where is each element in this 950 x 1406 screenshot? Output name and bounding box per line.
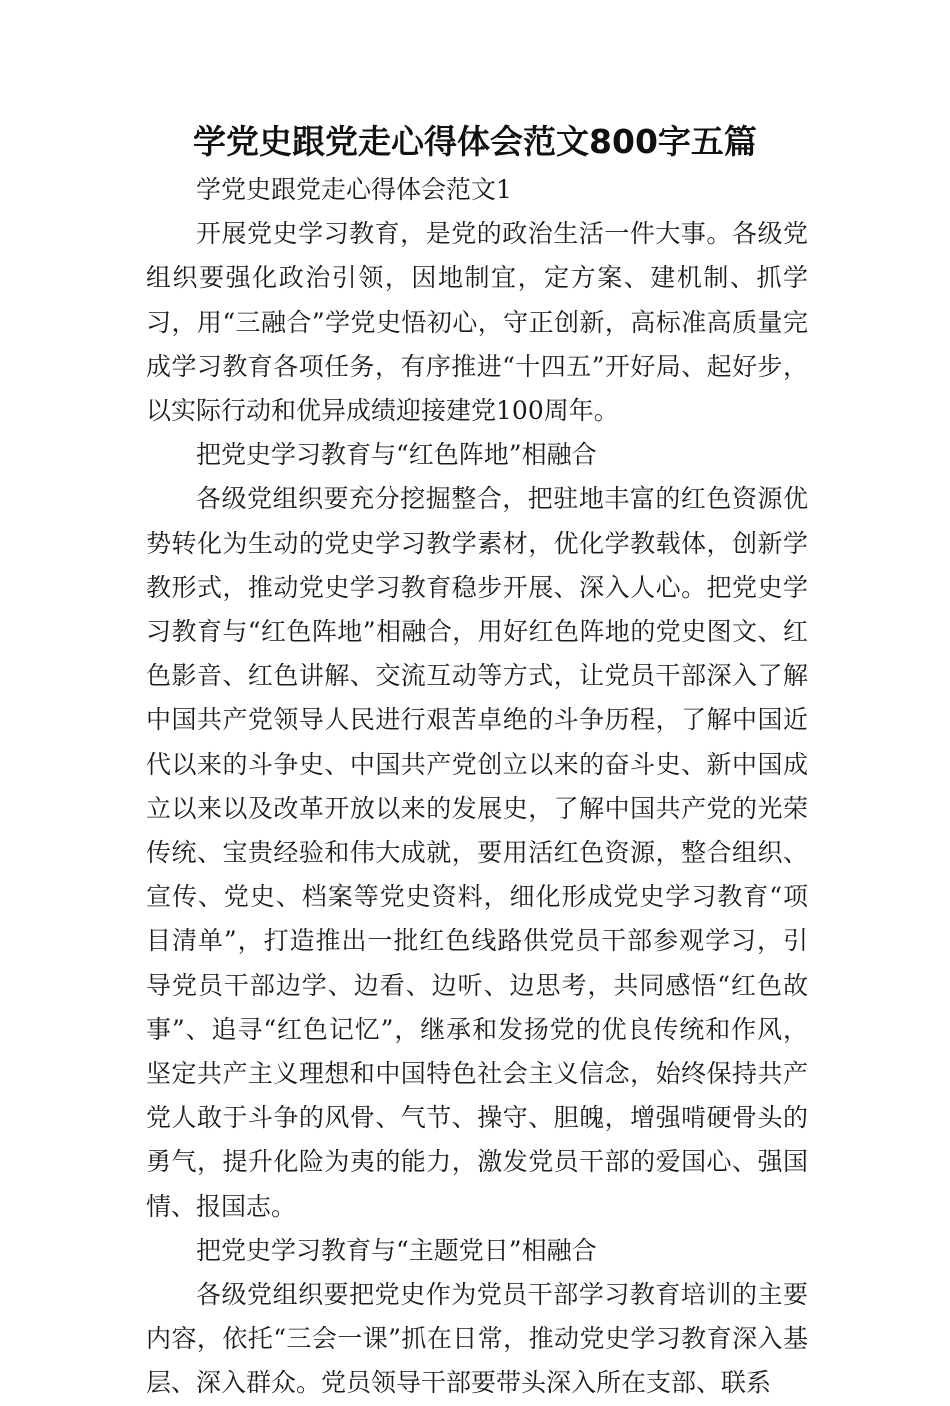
body-paragraph: 各级党组织要充分挖掘整合，把驻地丰富的红色资源优势转化为生动的党史学习教学素材，优化学教载体，创新学教形式，推动党史学习教育稳步开展、深入人心。把党史学习教育与“红色阵地”相融合，用好红色阵地的党史图文、红色影音、红色讲解、交流互动等方式，让党员干部深入了解中国共产党领导人民进行艰苦卓绝的斗争历程，了解中国近代以来的斗争史、中国共产党创立以来的奋斗史、新中国成立以来以及改革开放以来的发展史，了解中国共产党的光荣传统、宝贵经验和伟大成就，要用活红色资源，整合组织、宣传、党史、档案等党史资料，细化形成党史学习教育“项目清单”，打造推出一批红色线路供党员干部参观学习，引导党员干部边学、边看、边听、边思考，共同感悟“红色故事”、追寻“红色记忆”，继承和发扬党的优良传统和作风，坚定共产主义理想和中国特色社会主义信念，始终保持共产党人敢于斗争的风骨、气节、操守、胆魄，增强啃硬骨头的勇气，提升化险为夷的能力，激发党员干部的爱国心、强国情、报国志。: [146, 484, 808, 1221]
body-paragraph: 开展党史学习教育，是党的政治生活一件大事。各级党组织要强化政治引领，因地制宜，定方案、建机制、抓学习，用“三融合”学党史悟初心，守正创新，高标准高质量完成学习教育各项任务，有序推进“十四五”开好局、起好步，以实际行动和优异成绩迎接建党100周年。: [146, 219, 808, 426]
document-title: 学党史跟党走心得体会范文800字五篇: [193, 122, 757, 161]
section-heading: 把党史学习教育与“主题党日”相融合: [196, 1235, 597, 1265]
section-heading: 把党史学习教育与“红色阵地”相融合: [196, 440, 597, 470]
subtitle-paragraph: 学党史跟党走心得体会范文1: [196, 175, 512, 204]
document-body: [146, 168, 808, 1406]
body-paragraph: 各级党组织要把党史作为党员干部学习教育培训的主要内容，依托“三会一课”抓在日常，推动党史学习教育深入基层、深入群众。党员领导干部要带头深入所在支部、联系: [146, 1280, 808, 1398]
